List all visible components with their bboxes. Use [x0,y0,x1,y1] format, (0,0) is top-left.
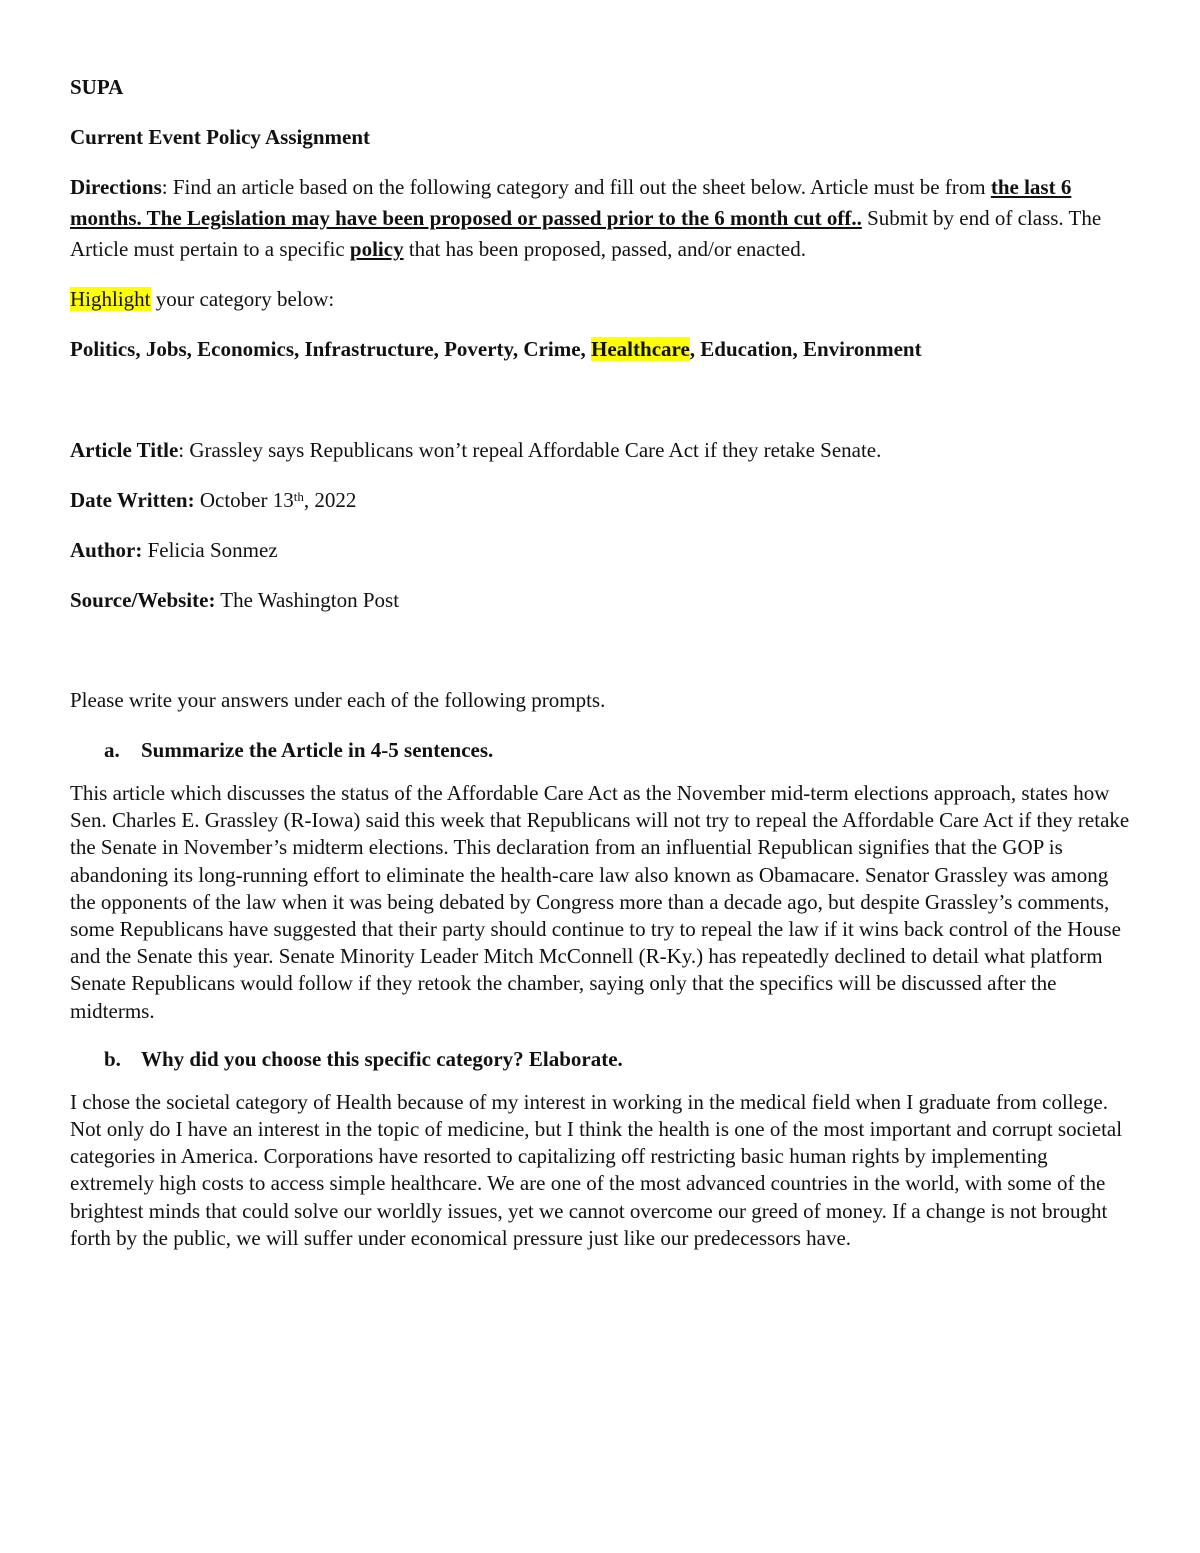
date-ordinal-suffix: th [293,489,304,504]
source-field [70,585,1130,616]
source-value: The Washington Post [215,588,400,612]
date-written-year: , 2022 [303,488,357,512]
question-b-letter: b. [104,1046,121,1071]
date-written-value: October 13 [194,488,294,512]
article-title-field [70,435,1130,466]
selected-category: Healthcare [591,337,690,361]
answer-a: This article which discusses the status of the Affordable Care Act as the November mid-term elections approach, states how Sen. Charles E. Grassley (R-Iowa) said this week that Republicans will not try to repeal the Affordable Care Act if they retake the Senate in November’s midterm elections. This declaration from an influential Republican signifies that the GOP is abandoning its long-running effort to eliminate the health-care law also known as Obamacare. Senator Grassley was among the opponents of the law when it was being debated by Congress more than a decade ago, but despite Grassley’s comments, some Republicans have suggested that their party should continue to try to repeal the law if it wins back control of the House and the Senate this year. Senate Minority Leader Mitch McConnell (R-Ky.) has repeatedly declined to detail what platform Senate Republicans would follow if they retook the chamber, saying only that the specifics will be discussed after the midterms. [70,781,1130,1023]
author-value: Felicia Sonmez [142,538,278,562]
highlight-instruction-text: your category below: [150,287,335,311]
author-label: Author: [70,538,143,562]
categories-after: , Education, Environment [689,337,922,361]
date-written-label: Date Written: [70,488,195,512]
directions-text-1: : Find an article based on the following category and fill out the sheet below. Article must be from [161,175,991,199]
directions-label: Directions [70,175,162,199]
question-b [70,1044,1130,1075]
prompts-instruction: Please write your answers under each of the following prompts. [70,688,606,712]
document-page [70,72,1130,1252]
category-list [70,334,1130,365]
question-a-prompt: Summarize the Article in 4-5 sentences. [141,738,494,762]
policy-word: policy [349,237,404,261]
question-a [70,735,1130,766]
highlight-word: Highlight [70,287,151,311]
question-b-prompt: Why did you choose this specific category? Elaborate. [141,1046,623,1071]
article-title-value: : Grassley says Republicans won’t repeal Affordable Care Act if they retake Senate. [178,438,882,462]
date-written-field [70,485,1130,516]
course-label: SUPA [70,75,124,99]
directions-text-3: that has been proposed, passed, and/or enacted. [403,237,806,261]
assignment-title: Current Event Policy Assignment [70,125,371,149]
author-field [70,535,1130,566]
source-label: Source/Website: [70,588,216,612]
directions-text-2: Submit by end of class. The Article must pertain to a specific [70,206,1102,261]
question-a-letter: a. [104,738,120,762]
directions-requirement: the last 6 months. The Legislation may have been proposed or passed prior to the 6 month cut off.. [70,175,1072,230]
directions-paragraph [70,172,1130,265]
highlight-instruction [70,284,1130,315]
categories-before: Politics, Jobs, Economics, Infrastructure, Poverty, Crime, [70,337,592,361]
answer-b: I chose the societal category of Health because of my interest in working in the medical field when I graduate from college. Not only do I have an interest in the topic of medicine, but I think the health is one of the most important and corrupt societal categories in America. Corporations have resorted to capitalizing off restricting basic human rights by implementing extremely high costs to access simple healthcare. We are one of the most advanced countries in the world, with some of the brightest minds that could solve our worldly issues, yet we cannot overcome our greed of money. If a change is not brought forth by the public, we will suffer under economical pressure just like our predecessors have. [70,1089,1123,1250]
article-title-label: Article Title [70,438,179,462]
